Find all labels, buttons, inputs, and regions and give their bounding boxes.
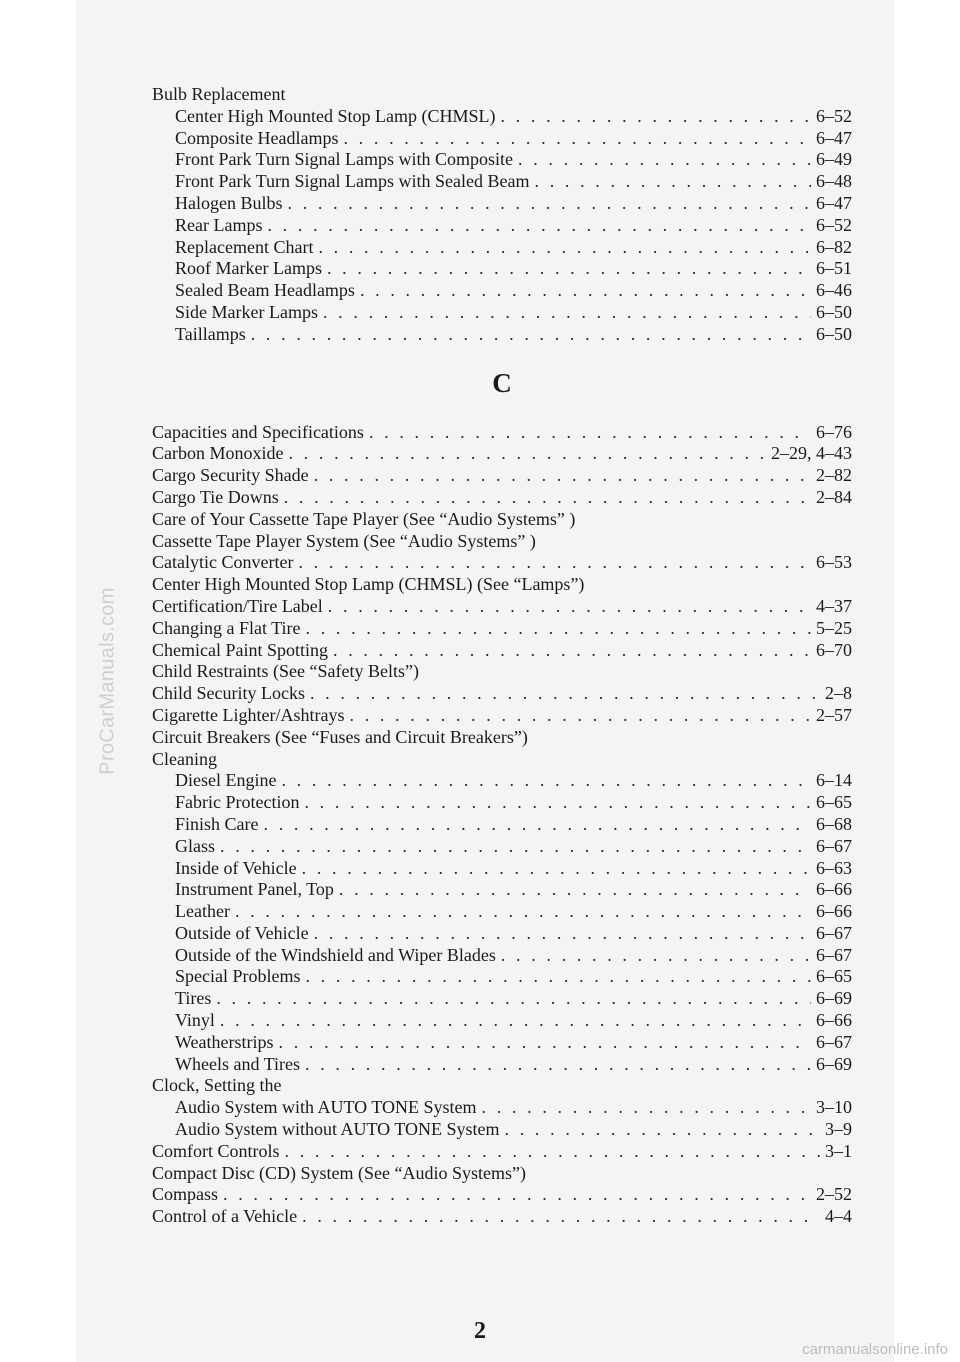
entry-title: Compass: [152, 1184, 219, 1205]
entry-title: Sealed Beam Headlamps: [175, 280, 355, 301]
entry-title: Cargo Tie Downs: [152, 486, 279, 507]
dot-leader: [343, 128, 811, 150]
dot-leader: [323, 302, 811, 324]
dot-leader: [500, 106, 811, 128]
entry-page: 2–52: [816, 1184, 852, 1205]
entry-title: Composite Headlamps: [175, 127, 339, 148]
entry-title: Diesel Engine: [175, 770, 277, 791]
dot-leader: [327, 258, 811, 280]
index-entry: [152, 552, 852, 574]
dot-leader: [535, 171, 812, 193]
dot-leader: [267, 215, 811, 237]
index-entry: [152, 1010, 852, 1032]
index-entry: [152, 465, 852, 487]
index-entry: [152, 302, 852, 324]
index-entry: [152, 683, 852, 705]
dot-leader: [284, 487, 811, 509]
index-block-c: [152, 422, 852, 1228]
index-entry: [152, 574, 852, 596]
entry-title: Replacement Chart: [175, 236, 314, 257]
dot-leader: [482, 1097, 811, 1119]
index-list: [152, 84, 852, 1228]
entry-page: 6–67: [816, 835, 852, 856]
index-entry: [152, 280, 852, 302]
entry-title: Center High Mounted Stop Lamp (CHMSL): [175, 105, 496, 126]
dot-leader: [314, 923, 811, 945]
index-entry: [152, 237, 852, 259]
entry-page: 6–47: [816, 192, 852, 213]
index-entry: [152, 84, 852, 106]
index-entry: [152, 770, 852, 792]
index-entry: [152, 1163, 852, 1185]
index-entry: [152, 618, 852, 640]
dot-leader: [216, 988, 811, 1010]
entry-page: 6–67: [816, 922, 852, 943]
index-entry: [152, 858, 852, 880]
index-entry: [152, 1075, 852, 1097]
index-entry: [152, 988, 852, 1010]
dot-leader: [223, 1184, 811, 1206]
entry-title: Outside of the Windshield and Wiper Blades: [175, 944, 496, 965]
entry-page: 6–66: [816, 901, 852, 922]
entry-page: 6–46: [816, 280, 852, 301]
entry-page: 6–50: [816, 323, 852, 344]
entry-page: 6–49: [816, 149, 852, 170]
dot-leader: [285, 1141, 820, 1163]
entry-title: Cleaning: [152, 748, 217, 769]
entry-title: Center High Mounted Stop Lamp (CHMSL) (See “Lamps”): [152, 574, 585, 595]
dot-leader: [349, 705, 811, 727]
index-entry: [152, 443, 852, 465]
entry-page: 6–67: [816, 944, 852, 965]
index-entry: [152, 128, 852, 150]
index-entry: [152, 596, 852, 618]
dot-leader: [501, 945, 811, 967]
index-entry: [152, 509, 852, 531]
entry-page: 5–25: [816, 617, 852, 638]
entry-title: Comfort Controls: [152, 1140, 280, 1161]
entry-page: 6–63: [816, 857, 852, 878]
entry-page: 2–82: [816, 465, 852, 486]
entry-page: 3–9: [825, 1119, 852, 1140]
index-entry: [152, 258, 852, 280]
entry-page: 6–47: [816, 127, 852, 148]
entry-title: Outside of Vehicle: [175, 922, 309, 943]
index-entry: [152, 727, 852, 749]
page-number: 2: [474, 1318, 486, 1344]
entry-page: 6–65: [816, 792, 852, 813]
entry-title: Tires: [175, 988, 212, 1009]
index-entry: [152, 814, 852, 836]
dot-leader: [505, 1119, 820, 1141]
entry-page: 6–66: [816, 879, 852, 900]
entry-page: 6–70: [816, 639, 852, 660]
entry-page: 3–10: [816, 1097, 852, 1118]
entry-title: Glass: [175, 835, 215, 856]
entry-page: 6–67: [816, 1031, 852, 1052]
entry-page: 6–48: [816, 171, 852, 192]
index-block-b: [152, 84, 852, 346]
dot-leader: [304, 792, 811, 814]
dot-leader: [298, 552, 811, 574]
entry-title: Inside of Vehicle: [175, 857, 297, 878]
entry-page: 6–69: [816, 988, 852, 1009]
entry-page: 2–57: [816, 704, 852, 725]
dot-leader: [279, 1032, 811, 1054]
entry-title: Vinyl: [175, 1010, 215, 1031]
dot-leader: [518, 149, 811, 171]
entry-page: 6–82: [816, 236, 852, 257]
index-entry: [152, 836, 852, 858]
dot-leader: [235, 901, 811, 923]
entry-page: 6–76: [816, 421, 852, 442]
entry-title: Capacities and Specifications: [152, 421, 364, 442]
footer-watermark: carmanualsonline.info: [802, 1341, 948, 1358]
index-entry: [152, 966, 852, 988]
entry-page: 3–1: [825, 1140, 852, 1161]
dot-leader: [288, 443, 766, 465]
index-entry: [152, 1119, 852, 1141]
entry-title: Carbon Monoxide: [152, 443, 284, 464]
index-entry: [152, 792, 852, 814]
index-entry: [152, 1097, 852, 1119]
entry-page: 6–52: [816, 105, 852, 126]
entry-title: Roof Marker Lamps: [175, 258, 322, 279]
section-letter: C: [492, 368, 512, 399]
entry-title: Front Park Turn Signal Lamps with Composite: [175, 149, 514, 170]
index-entry: [152, 324, 852, 346]
index-entry: [152, 749, 852, 771]
dot-leader: [302, 1206, 820, 1228]
index-entry: [152, 1141, 852, 1163]
index-entry: [152, 531, 852, 553]
index-entry: [152, 945, 852, 967]
entry-title: Halogen Bulbs: [175, 192, 283, 213]
entry-page: 6–65: [816, 966, 852, 987]
entry-title: Finish Care: [175, 813, 259, 834]
entry-title: Control of a Vehicle: [152, 1206, 298, 1227]
entry-title: Certification/Tire Label: [152, 595, 323, 616]
index-entry: [152, 705, 852, 727]
entry-title: Bulb Replacement: [152, 84, 286, 104]
entry-title: Taillamps: [175, 323, 246, 344]
entry-page: 2–84: [816, 486, 852, 507]
index-entry: [152, 171, 852, 193]
entry-title: Leather: [175, 901, 230, 922]
entry-title: Wheels and Tires: [175, 1053, 300, 1074]
dot-leader: [310, 683, 820, 705]
entry-title: Compact Disc (CD) System (See “Audio Systems”): [152, 1162, 526, 1183]
dot-leader: [360, 280, 811, 302]
entry-page: 4–37: [816, 595, 852, 616]
index-entry: [152, 1184, 852, 1206]
entry-page: 4–4: [825, 1206, 852, 1227]
index-entry: [152, 215, 852, 237]
index-entry: [152, 149, 852, 171]
dot-leader: [288, 193, 812, 215]
entry-title: Changing a Flat Tire: [152, 617, 301, 638]
dot-leader: [281, 770, 811, 792]
entry-title: Rear Lamps: [175, 214, 263, 235]
dot-leader: [314, 465, 811, 487]
entry-page: 6–53: [816, 552, 852, 573]
entry-title: Catalytic Converter: [152, 552, 294, 573]
entry-title: Audio System without AUTO TONE System: [175, 1119, 500, 1140]
dot-leader: [251, 324, 811, 346]
entry-title: Special Problems: [175, 966, 301, 987]
index-entry: [152, 106, 852, 128]
dot-leader: [302, 858, 811, 880]
dot-leader: [220, 836, 811, 858]
entry-title: Front Park Turn Signal Lamps with Sealed Beam: [175, 171, 530, 192]
entry-page: 6–14: [816, 770, 852, 791]
index-entry: [152, 923, 852, 945]
dot-leader: [305, 1054, 811, 1076]
index-entry: [152, 1032, 852, 1054]
sidebar-watermark: ProCarManuals.com: [96, 587, 119, 775]
entry-title: Clock, Setting the: [152, 1075, 282, 1096]
entry-page: 2–8: [825, 683, 852, 704]
dot-leader: [264, 814, 812, 836]
index-entry: [152, 879, 852, 901]
entry-title: Cassette Tape Player System (See “Audio Systems” ): [152, 530, 536, 551]
entry-page: 6–52: [816, 214, 852, 235]
entry-title: Cigarette Lighter/Ashtrays: [152, 704, 345, 725]
entry-title: Cargo Security Shade: [152, 465, 309, 486]
index-entry: [152, 422, 852, 444]
index-entry: [152, 1054, 852, 1076]
entry-title: Child Restraints (See “Safety Belts”): [152, 661, 419, 682]
entry-title: Side Marker Lamps: [175, 301, 318, 322]
index-entry: [152, 193, 852, 215]
dot-leader: [220, 1010, 811, 1032]
dot-leader: [318, 237, 811, 259]
entry-title: Weatherstrips: [175, 1031, 274, 1052]
entry-page: 6–50: [816, 301, 852, 322]
dot-leader: [328, 596, 811, 618]
index-entry: [152, 661, 852, 683]
index-entry: [152, 1206, 852, 1228]
entry-title: Audio System with AUTO TONE System: [175, 1097, 477, 1118]
entry-page: 6–51: [816, 258, 852, 279]
index-entry: [152, 487, 852, 509]
dot-leader: [333, 640, 811, 662]
entry-page: 6–66: [816, 1010, 852, 1031]
entry-title: Circuit Breakers (See “Fuses and Circuit Breakers”): [152, 726, 528, 747]
dot-leader: [369, 422, 811, 444]
entry-page: 6–68: [816, 813, 852, 834]
dot-leader: [339, 879, 811, 901]
entry-title: Chemical Paint Spotting: [152, 639, 328, 660]
entry-title: Care of Your Cassette Tape Player (See “Audio Systems” ): [152, 508, 576, 529]
entry-page: 2–29, 4–43: [771, 443, 852, 464]
entry-title: Child Security Locks: [152, 683, 305, 704]
entry-title: Fabric Protection: [175, 792, 300, 813]
entry-title: Instrument Panel, Top: [175, 879, 334, 900]
index-entry: [152, 640, 852, 662]
index-entry: [152, 901, 852, 923]
dot-leader: [306, 618, 811, 640]
entry-page: 6–69: [816, 1053, 852, 1074]
dot-leader: [305, 966, 811, 988]
